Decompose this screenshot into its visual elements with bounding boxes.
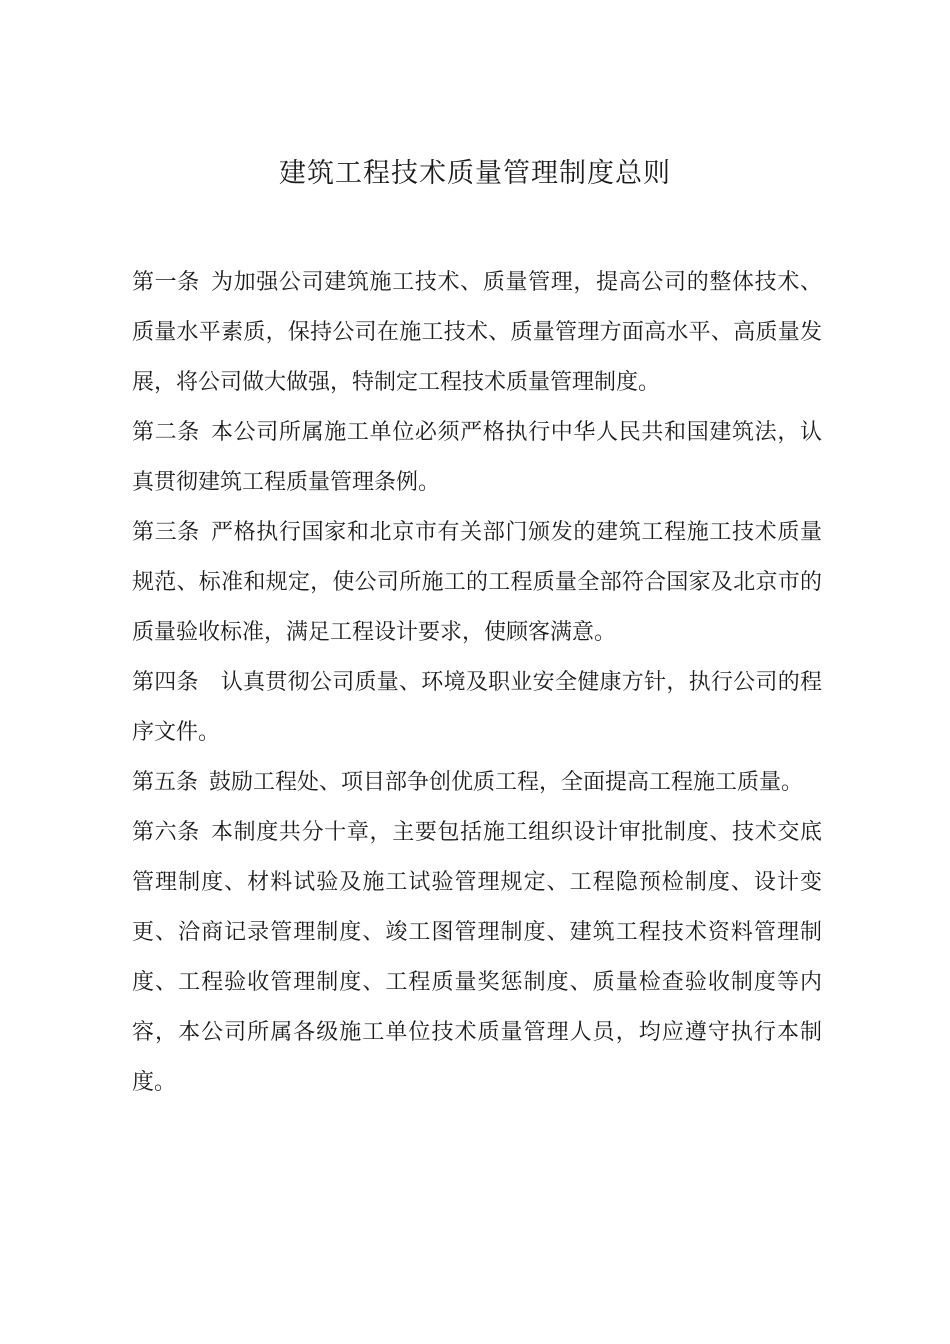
article-text: 本制度共分十章，主要包括施工组织设计审批制度、技术交底管理制度、材料试验及施工试验管理规定、工程隐预检制度、设计变更、洽商记录管理制度、竣工图管理制度、建筑工程技术资料管理制度、工程验收管理制度、工程质量奖惩制度、质量检查验收制度等内容，本公司所属各级施工单位技术质量管理人员，均应遵守执行本制度。	[132, 820, 822, 1095]
article-label: 第六条	[132, 820, 200, 845]
article-6	[132, 808, 822, 1108]
article-1	[132, 258, 822, 408]
article-text: 鼓励工程处、项目部争创优质工程，全面提高工程施工质量。	[209, 770, 804, 795]
article-4	[132, 658, 822, 758]
article-3	[132, 508, 822, 658]
article-text: 严格执行国家和北京市有关部门颁发的建筑工程施工技术质量规范、标准和规定，使公司所施工的工程质量全部符合国家及北京市的质量验收标准，满足工程设计要求，使顾客满意。	[132, 520, 822, 645]
article-text: 认真贯彻公司质量、环境及职业安全健康方针，执行公司的程序文件。	[132, 670, 822, 745]
article-label: 第五条	[132, 770, 199, 795]
document-body	[132, 258, 822, 1108]
article-5	[132, 758, 822, 808]
article-label: 第四条	[132, 670, 199, 695]
article-text: 为加强公司建筑施工技术、质量管理，提高公司的整体技术、质量水平素质，保持公司在施工技术、质量管理方面高水平、高质量发展，将公司做大做强，特制定工程技术质量管理制度。	[132, 270, 822, 395]
document-title: 建筑工程技术质量管理制度总则	[279, 158, 671, 189]
article-text: 本公司所属施工单位必须严格执行中华人民共和国建筑法，认真贯彻建筑工程质量管理条例。	[132, 420, 822, 495]
article-label: 第一条	[132, 270, 200, 295]
article-2	[132, 408, 822, 508]
article-label: 第三条	[132, 520, 200, 545]
article-label: 第二条	[132, 420, 200, 445]
